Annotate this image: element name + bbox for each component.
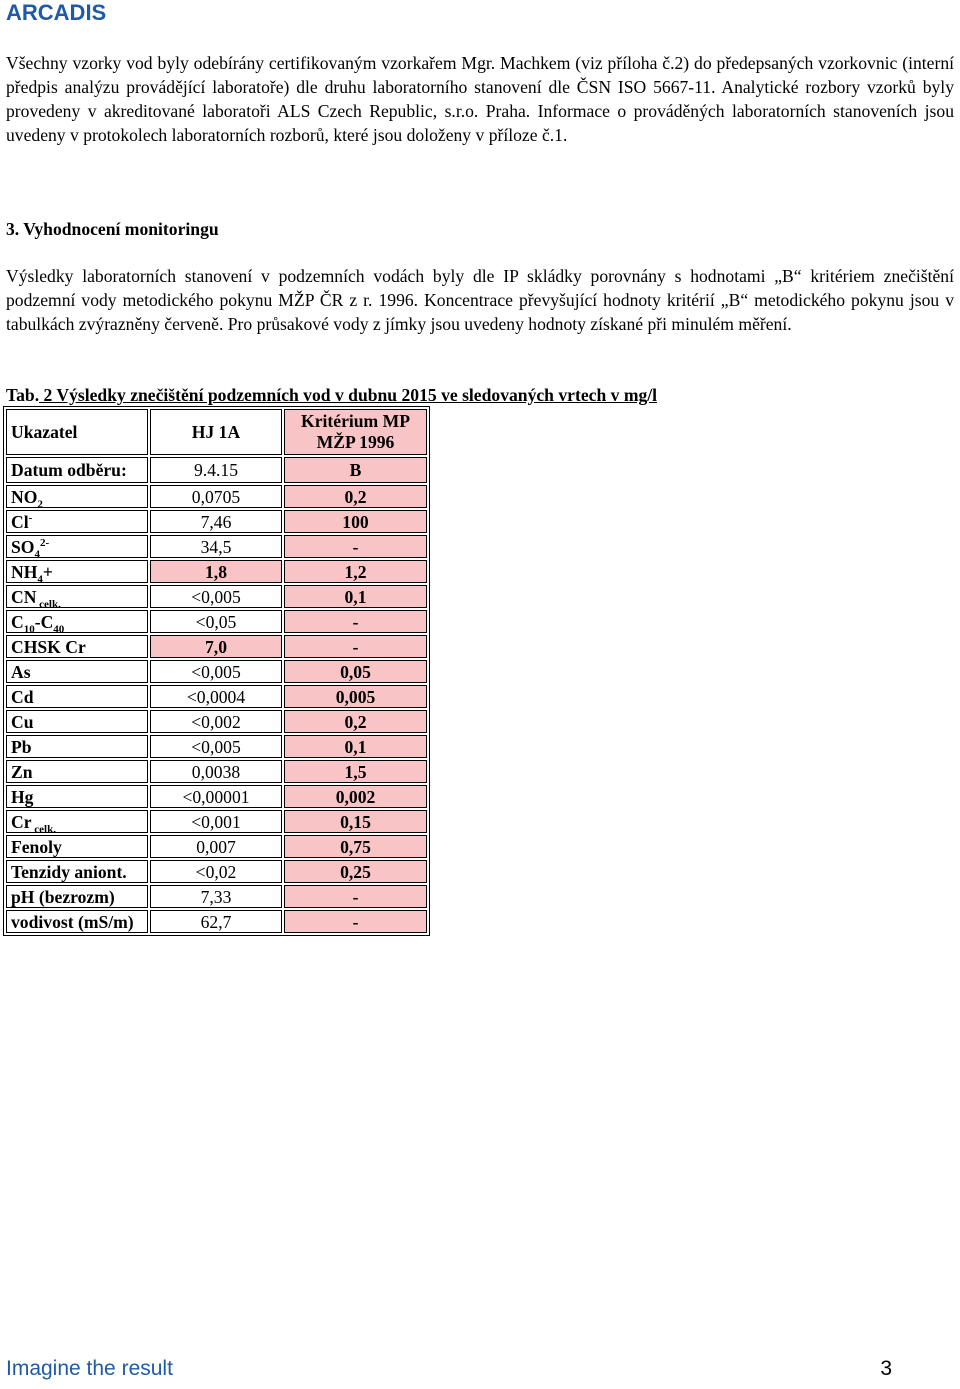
table-row xyxy=(6,685,427,708)
results-table xyxy=(3,406,430,936)
parameter-cell xyxy=(6,810,148,836)
parameter-cell xyxy=(6,785,148,808)
parameter-suffix: -C xyxy=(34,611,54,632)
parameter-cell xyxy=(6,510,148,533)
value-cell: <0,05 xyxy=(150,610,282,633)
header-parameter: Ukazatel xyxy=(6,409,148,455)
parameter-cell xyxy=(6,760,148,783)
limit-cell: 0,1 xyxy=(284,585,427,608)
value-cell: 0,0705 xyxy=(150,485,282,508)
table-row xyxy=(6,810,427,833)
table-row xyxy=(6,535,427,558)
parameter-cell xyxy=(6,885,148,908)
table-row xyxy=(6,910,427,933)
intro-paragraph: Všechny vzorky vod byly odebírány certifikovaným vzorkařem Mgr. Machkem (viz příloha č.2) do předepsaných vzorkovnic (interní předpis analýzu provádějící laboratoře) dle druhu laboratorního stanovení dle ČSN ISO 5667-11. Analytické rozbory vzorků byly provedeny v akreditované laboratoři ALS Czech Republic, s.r.o. Praha. Informace o prováděných laboratorních stanoveních jsou uvedeny v protokolech laboratorních rozborů, které jsou doloženy v příloze č.1. xyxy=(6,53,954,145)
criterion-label: B xyxy=(284,457,427,483)
table-row xyxy=(6,785,427,808)
table-row xyxy=(6,885,427,908)
value-cell: <0,00001 xyxy=(150,785,282,808)
value-cell: 7,0 xyxy=(150,635,282,658)
parameter-name: As xyxy=(11,661,31,682)
table-row xyxy=(6,560,427,583)
value-cell: 1,8 xyxy=(150,560,282,583)
page-number: 3 xyxy=(880,1357,892,1380)
parameter-name: Cr xyxy=(11,811,32,832)
table-row xyxy=(6,635,427,658)
parameter-cell xyxy=(6,685,148,708)
parameter-name: Pb xyxy=(11,736,32,757)
parameter-cell xyxy=(6,585,148,611)
limit-cell: - xyxy=(284,910,427,933)
table-row xyxy=(6,735,427,758)
limit-cell: 0,25 xyxy=(284,860,427,883)
parameter-name: Cl xyxy=(11,511,29,532)
date-row xyxy=(6,457,427,483)
parameter-name: Hg xyxy=(11,786,34,807)
limit-cell: 0,005 xyxy=(284,685,427,708)
parameter-subscript: 4 xyxy=(37,573,43,586)
table-caption xyxy=(6,383,657,407)
table-header-row xyxy=(6,409,427,455)
value-cell: 34,5 xyxy=(150,535,282,558)
parameter-cell xyxy=(6,610,148,636)
header-criterion xyxy=(284,409,427,455)
value-cell: <0,002 xyxy=(150,710,282,733)
arcadis-logo: ARCADIS xyxy=(6,0,107,25)
value-cell: <0,005 xyxy=(150,585,282,608)
parameter-name: CHSK Cr xyxy=(11,636,86,657)
parameter-cell xyxy=(6,560,148,586)
header-well: HJ 1A xyxy=(150,409,282,455)
parameter-name: NH xyxy=(11,561,38,582)
parameter-name: Fenoly xyxy=(11,836,62,857)
table-row xyxy=(6,610,427,633)
footer-tagline: Imagine the result xyxy=(6,1357,173,1380)
parameter-name: SO xyxy=(11,536,35,557)
table-row xyxy=(6,585,427,608)
parameter-name: pH (bezrozm) xyxy=(11,886,115,907)
limit-cell: 1,2 xyxy=(284,560,427,583)
value-cell: 7,33 xyxy=(150,885,282,908)
parameter-superscript: 2- xyxy=(39,536,50,549)
parameter-name: CN xyxy=(11,586,37,607)
value-cell: <0,005 xyxy=(150,735,282,758)
limit-cell: - xyxy=(284,635,427,658)
value-cell: 7,46 xyxy=(150,510,282,533)
limit-cell: 0,15 xyxy=(284,810,427,833)
value-cell: 0,0038 xyxy=(150,760,282,783)
limit-cell: 0,75 xyxy=(284,835,427,858)
limit-cell: 0,05 xyxy=(284,660,427,683)
header-criterion-line1: Kritérium MP xyxy=(301,411,410,431)
parameter-cell xyxy=(6,835,148,858)
parameter-suffix: + xyxy=(42,561,53,582)
limit-cell: - xyxy=(284,535,427,558)
limit-cell: - xyxy=(284,610,427,633)
date-label: Datum odběru: xyxy=(6,457,148,483)
parameter-cell xyxy=(6,710,148,733)
parameter-name: vodivost (mS/m) xyxy=(11,911,134,932)
value-cell: <0,001 xyxy=(150,810,282,833)
parameter-cell xyxy=(6,660,148,683)
parameter-name: C xyxy=(11,611,24,632)
table-row xyxy=(6,835,427,858)
parameter-name: Cd xyxy=(11,686,34,707)
parameter-subscript: celk. xyxy=(36,598,61,611)
table-row xyxy=(6,760,427,783)
parameter-subscript: 4 xyxy=(34,548,40,561)
table-row xyxy=(6,710,427,733)
table-row xyxy=(6,860,427,883)
value-cell: 0,007 xyxy=(150,835,282,858)
value-cell: <0,0004 xyxy=(150,685,282,708)
value-cell: <0,005 xyxy=(150,660,282,683)
section-heading: 3. Vyhodnocení monitoringu xyxy=(6,219,219,239)
table-row xyxy=(6,485,427,508)
parameter-cell xyxy=(6,735,148,758)
header-criterion-line2: MŽP 1996 xyxy=(316,432,395,452)
parameter-cell xyxy=(6,535,148,561)
parameter-subscript: celk. xyxy=(31,823,56,836)
table-row xyxy=(6,660,427,683)
parameter-subscript: 10 xyxy=(23,623,35,636)
limit-cell: 1,5 xyxy=(284,760,427,783)
parameter-name: Tenzidy aniont. xyxy=(11,861,127,882)
value-cell: 62,7 xyxy=(150,910,282,933)
value-cell: <0,02 xyxy=(150,860,282,883)
limit-cell: 0,2 xyxy=(284,485,427,508)
table-caption-text: 2 Výsledky znečištění podzemních vod v dubnu 2015 ve sledovaných vrtech v mg/l xyxy=(39,385,658,405)
parameter-superscript: - xyxy=(28,511,33,524)
limit-cell: 0,002 xyxy=(284,785,427,808)
parameter-name: Cu xyxy=(11,711,34,732)
parameter-cell xyxy=(6,910,148,933)
evaluation-paragraph: Výsledky laboratorních stanovení v podzemních vodách byly dle IP skládky porovnány s hodnotami „B“ kritériem znečištění podzemní vody metodického pokynu MŽP ČR z r. 1996. Koncentrace převyšující hodnoty kritérií „B“ metodického pokynu jsou v tabulkách zvýrazněny červeně. Pro průsakové vody z jímky jsou uvedeny hodnoty získané při minulém měření. xyxy=(6,266,954,334)
limit-cell: 0,1 xyxy=(284,735,427,758)
table-row xyxy=(6,510,427,533)
table-caption-prefix: Tab. xyxy=(6,385,40,405)
parameter-name: NO xyxy=(11,486,38,507)
parameter-cell xyxy=(6,860,148,883)
parameter-cell xyxy=(6,485,148,511)
parameter-cell xyxy=(6,635,148,658)
parameter-name: Zn xyxy=(11,761,33,782)
limit-cell: 100 xyxy=(284,510,427,533)
limit-cell: 0,2 xyxy=(284,710,427,733)
limit-cell: - xyxy=(284,885,427,908)
parameter-subscript: 2 xyxy=(37,498,43,511)
date-value: 9.4.15 xyxy=(150,457,282,483)
parameter-suffix-subscript: 40 xyxy=(53,623,65,636)
